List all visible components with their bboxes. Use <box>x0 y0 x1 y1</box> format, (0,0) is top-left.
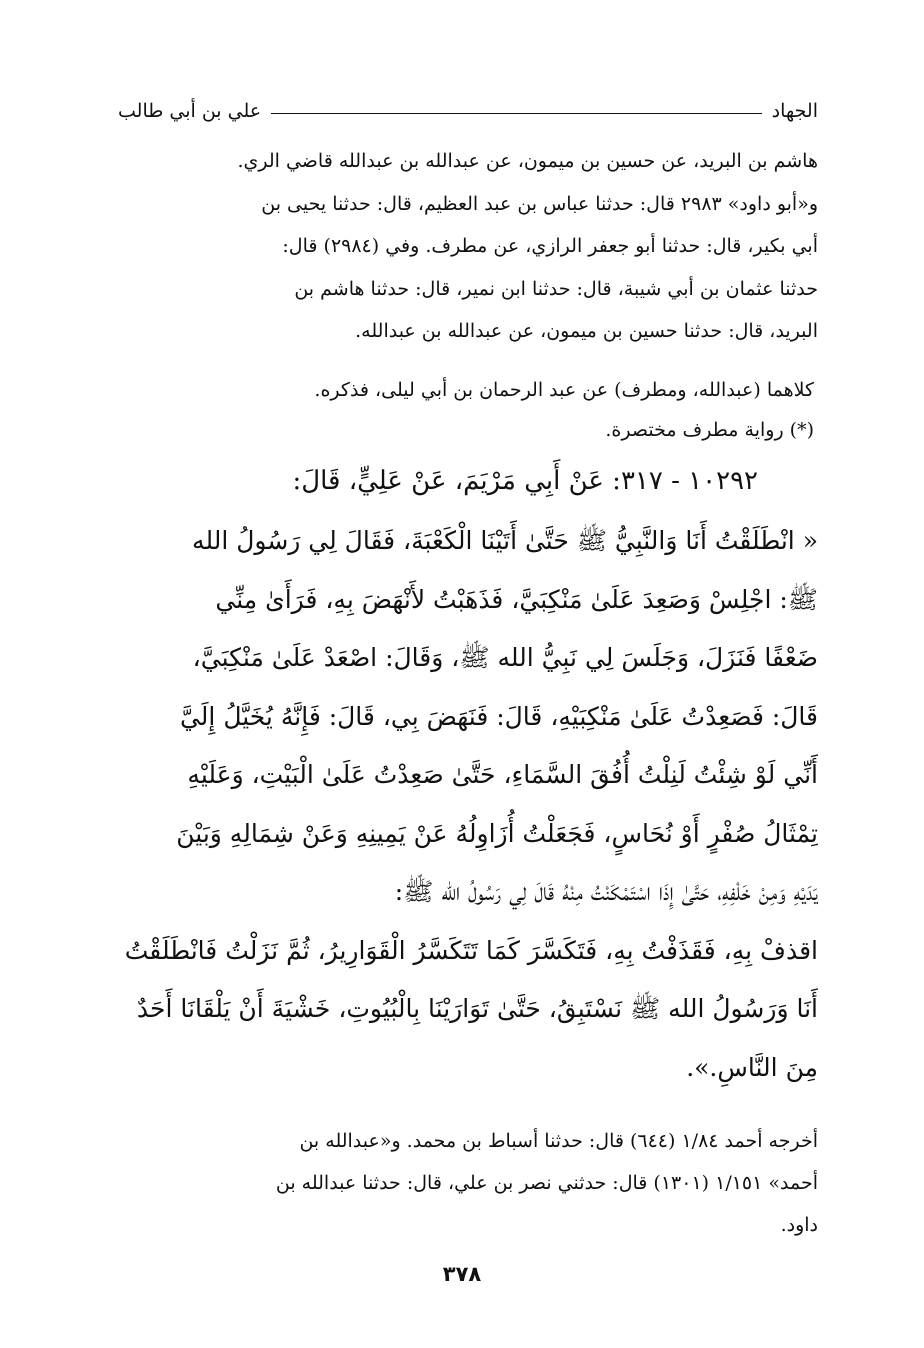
hadith-line: ﷺ: اجْلِسْ وَصَعِدَ عَلَىٰ مَنْكِبَيَّ، فَذَهَبْتُ لأَنْهَضَ بِهِ، فَرَأَىٰ مِنِّي <box>215 584 818 614</box>
header-rule <box>271 113 762 114</box>
text-line: و«أبو داود» ٢٩٨٣ قال: حدثنا عباس بن عبد العظيم، قال: حدثنا يحيى بن <box>261 192 818 215</box>
hadith-line: تِمْثَالُ صُفْرٍ أَوْ نُحَاسٍ، فَجَعَلْتُ أُزَاوِلُهُ عَنْ يَمِينِهِ وَعَنْ شِمَالِهِ وَبَيْنَ <box>176 818 818 848</box>
reference-line: أخرجه أحمد ١/٨٤ (٦٤٤) قال: حدثنا أسباط بن محمد. و«عبدالله بن <box>299 1130 818 1152</box>
hadith-number-heading: ١٠٢٩٢ - ٣١٧: عَنْ أَبِي مَرْيَمَ، عَنْ عَلِيٍّ، قَالَ: <box>292 466 758 496</box>
section-title: الجهاد <box>771 100 818 122</box>
page-number: ٣٧٨ <box>442 1262 482 1286</box>
references-paragraph <box>118 1120 818 1246</box>
hadith-heading <box>118 456 818 506</box>
text-line: البريد، قال: حدثنا حسين بن ميمون، عن عبدالله بن عبدالله. <box>355 320 818 342</box>
reference-line: أحمد» ١/١٥١ (١٣٠١) قال: حدثني نصر بن علي، قال: حدثنا عبدالله بن <box>275 1172 818 1194</box>
hadith-line: مِنَ النَّاسِ.». <box>686 1052 818 1082</box>
reference-line: داود. <box>780 1214 818 1236</box>
hadith-line: قَالَ: فَصَعِدْتُ عَلَىٰ مَنْكِبَيْهِ، قَالَ: فَنَهَضَ بِي، قَالَ: فَإِنَّهُ يُخَيَّلُ إِلَيَّ <box>179 701 818 731</box>
hadith-line: « انْطَلَقْتُ أَنَا وَالنَّبِيُّ ﷺ حَتَّىٰ أَتَيْنَا الْكَعْبَةَ، فَقَالَ لِي رَسُولُ الله <box>192 526 818 555</box>
note-line: (*) رواية مطرف مختصرة. <box>605 419 814 441</box>
hadith-line: أَنَا وَرَسُولُ الله ﷺ نَسْتَبِقُ، حَتَّىٰ تَوَارَيْنَا بِالْبُيُوتِ، خَشْيَةَ أَنْ يَلْقَانَا أَحَدٌ <box>136 994 818 1023</box>
hadith-line: اقذفْ بِهِ، فَقَذَفْتُ بِهِ، فَتَكَسَّرَ كَمَا تَتَكَسَّرُ الْقَوَارِيرُ، ثُمَّ نَزَلْتُ فَانْطَلَقْتُ <box>124 935 818 965</box>
note-line: كلاهما (عبدالله، ومطرف) عن عبد الرحمان بن أبي ليلى، فذكره. <box>314 379 814 401</box>
hadith-line: ضَعْفًا فَنَزَلَ، وَجَلَسَ لِي نَبِيُّ الله ﷺ، وَقَالَ: اصْعَدْ عَلَىٰ مَنْكِبَيَّ، <box>192 643 818 672</box>
hadith-line: أَنِّي لَوْ شِئْتُ لَنِلْتُ أُفُقَ السَّمَاءِ، حَتَّىٰ صَعِدْتُ عَلَىٰ الْبَيْتِ، وَعَلَيْهِ <box>187 760 818 789</box>
hadith-line: يَدَيْهِ وَمِنْ خَلْفِهِ، حَتَّىٰ إِذَا اسْتَمْكَنْتُ مِنْهُ قَالَ لِي رَسُولُ الله ﷺ: <box>394 877 818 906</box>
text-line: حدثنا عثمان بن أبي شيبة، قال: حدثنا ابن نمير، قال: حدثنا هاشم بن <box>294 277 818 300</box>
chapter-title: علي بن أبي طالب <box>118 100 262 122</box>
text-line: هاشم بن البريد، عن حسين بن ميمون، عن عبدالله بن عبدالله قاضي الري. <box>237 150 818 172</box>
text-line: أبي بكير، قال: حدثنا أبو جعفر الرازي، عن مطرف. وفي (٢٩٨٤) قال: <box>282 235 818 257</box>
note-paragraph <box>118 370 818 450</box>
isnad-paragraph <box>118 140 818 353</box>
running-header <box>118 96 818 126</box>
hadith-body <box>118 512 818 1097</box>
